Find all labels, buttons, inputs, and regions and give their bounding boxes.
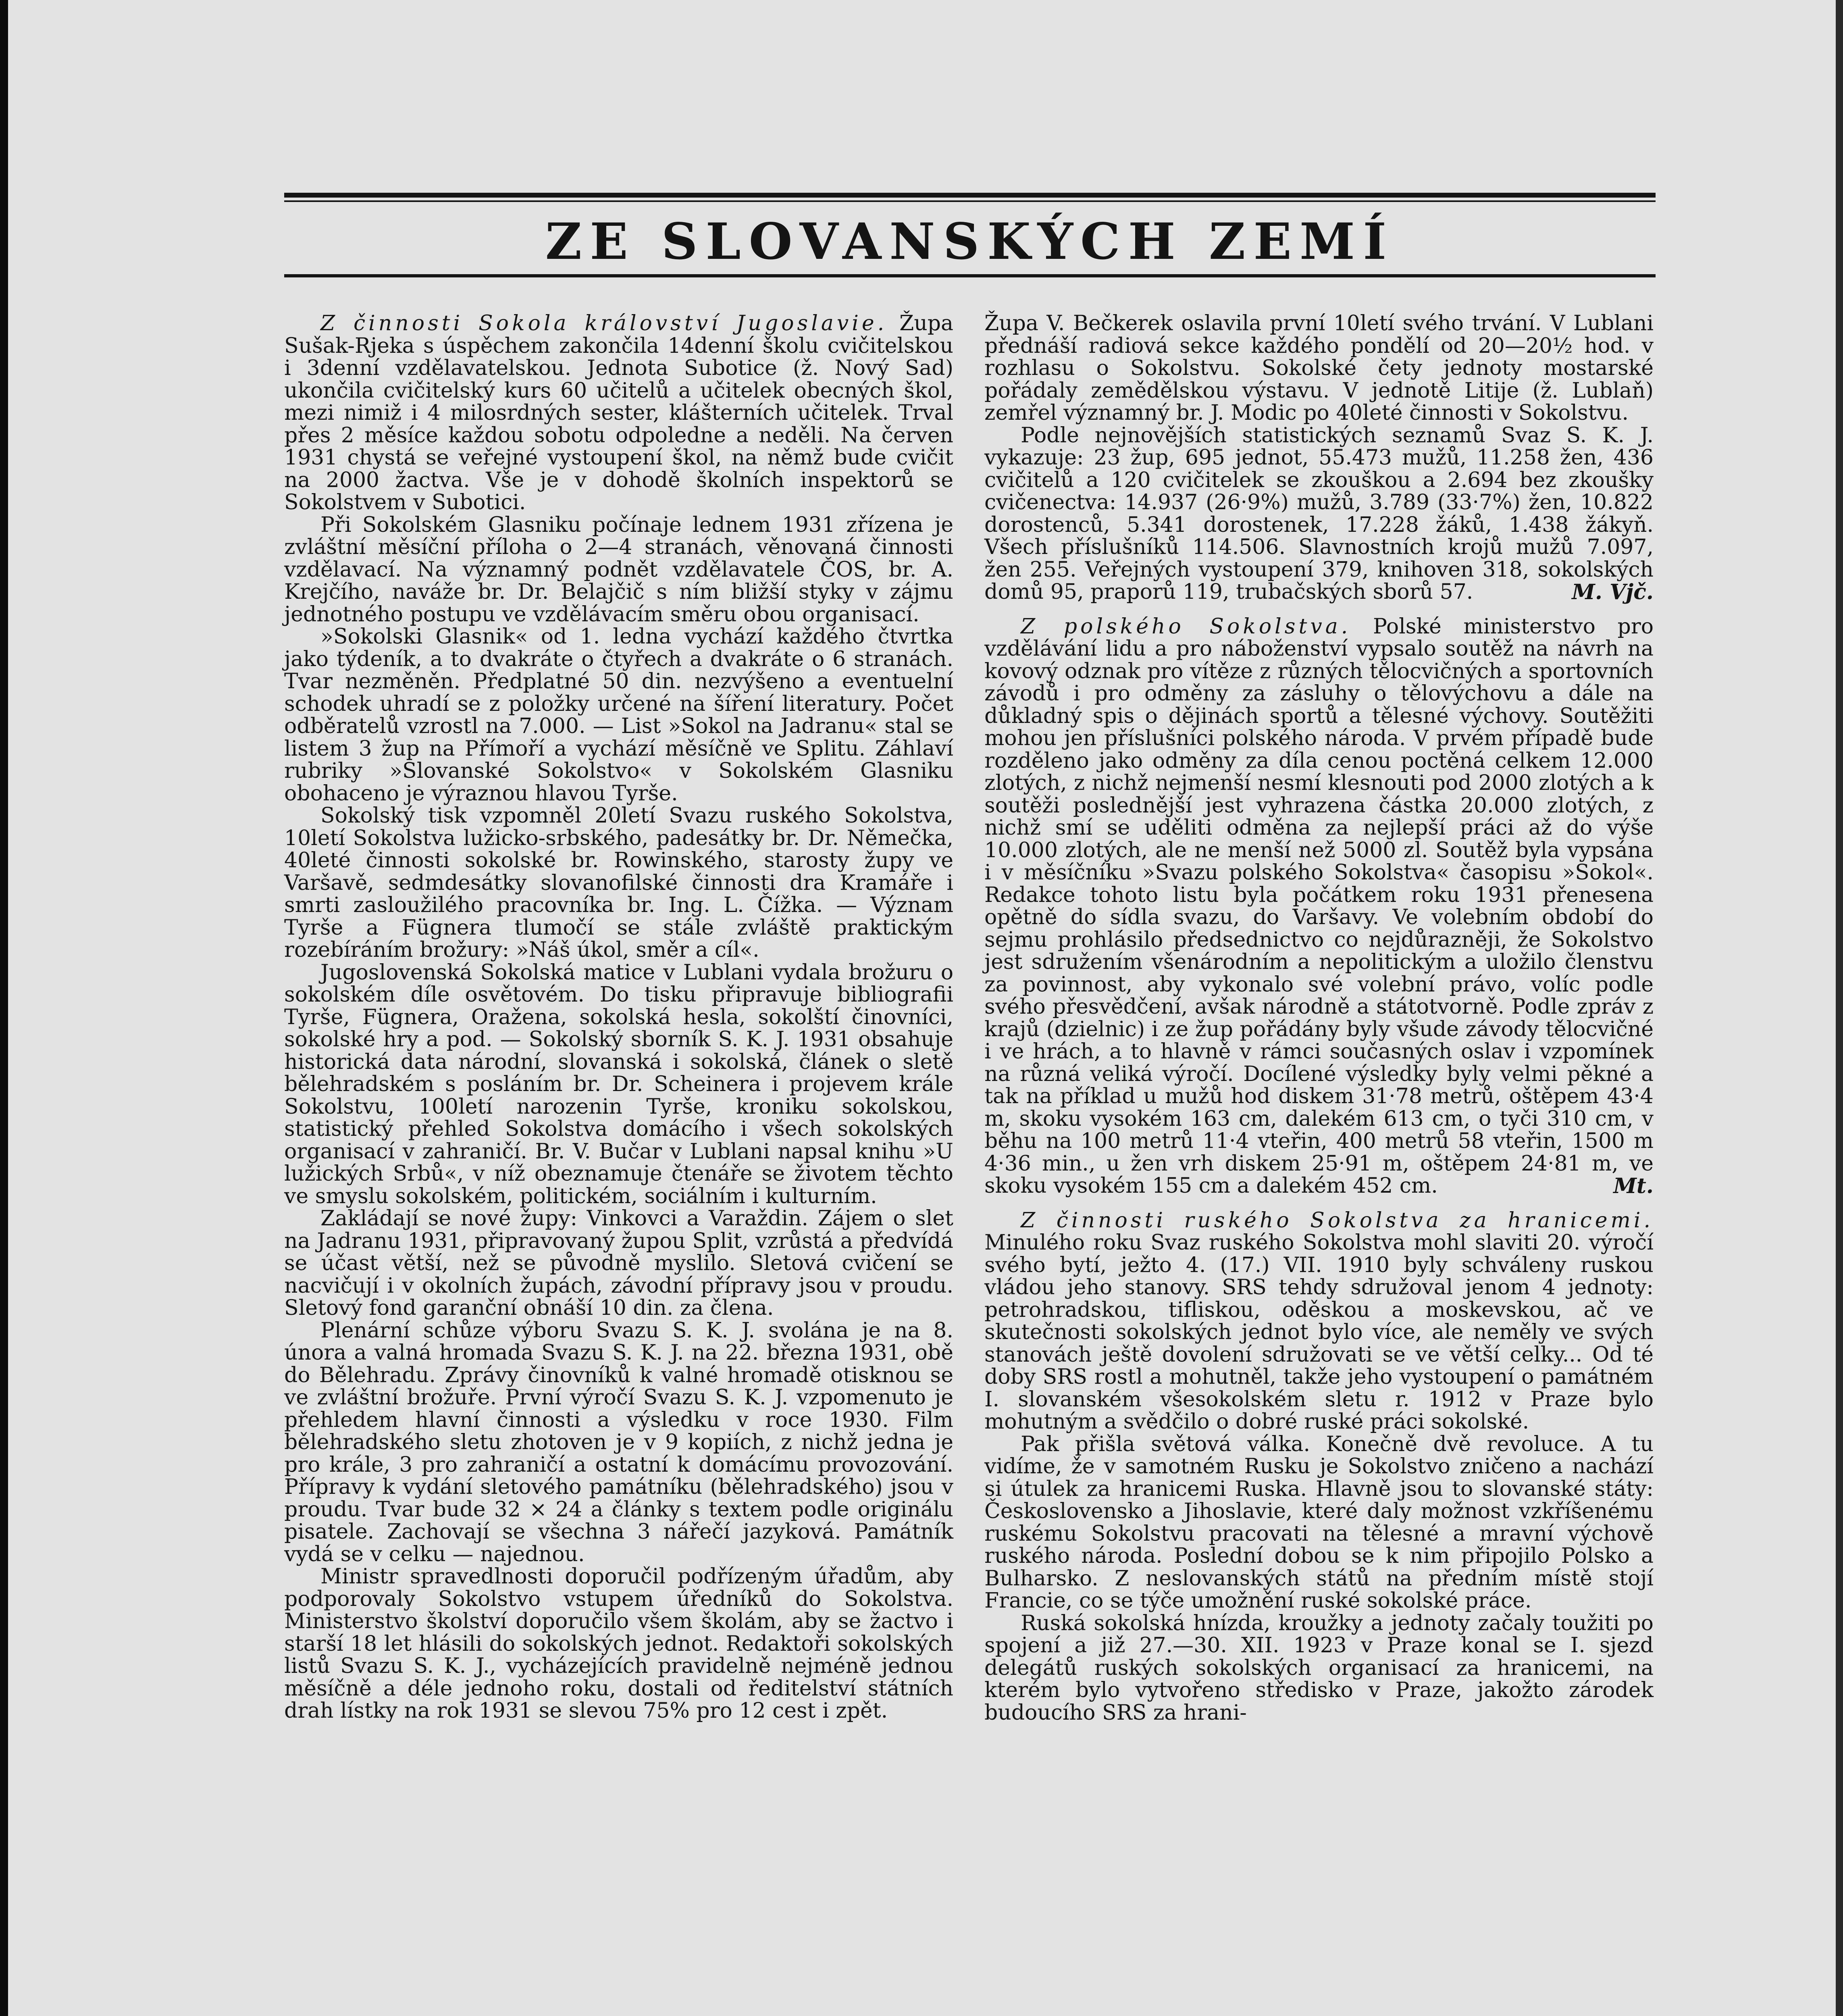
paragraph-text: Minulého roku Svaz ruského Sokolstva mohl slaviti 20. výročí svého bytí, ježto 4. (17.) VII. 1910 byly schváleny ruskou vládou jeho stanovy. SRS tehdy sdružoval jenom 4 jednoty: petrohradskou, tifliskou, oděskou a moskevskou, ač ve skutečnosti sokolských jednot bylo více, ale neměly ve svých stanovách ještě dovolení sdružovati se ve větší celky... Od té doby SRS rostl a mohutněl, takže jeho vystoupení o památném I. slovanském všesokolském sletu r. 1912 v Praze bylo mohutným a svědčilo o dobré ruské práci sokolské. — [984, 1231, 1654, 1434]
paragraph: Plenární schůze výboru Svazu S. K. J. svolána je na 8. února a valná hromada Svazu S. K. J. na 22. března 1931, obě do Bělehradu. Zprávy činovníků k valné hromadě otisknou se ve zvláštní brožuře. První výročí Svazu S. K. J. vzpomenuto je přehledem hlavní činnosti a výsledku v roce 1930. Film bělehradského sletu zhotoven je v 9 kopiích, z nichž jedna je pro krále, 3 pro zahraničí a ostatní k domácímu provozování. Přípravy k vydání sletového památníku (bělehradského) jsou v proudu. Tvar bude 32 × 24 a články s textem podle originálu pisatele. Zachovají se všechna 3 nářečí jazyková. Památník vydá se v celku — najednou. — [284, 1318, 953, 1566]
paragraph-statistics — [984, 425, 1654, 604]
right-column — [984, 312, 1654, 1724]
paragraph: Sokolský tisk vzpomněl 20letí Svazu ruského Sokolstva, 10letí Sokolstva lužicko-srbského, padesátky br. Dr. Němečka, 40leté činnosti sokolské br. Rowinského, starosty župy ve Varšavě, sedmdesátky slovanofilské činnosti dra Kramáře i smrti zasloužilého pracovníka br. Ing. L. Čížka. — Význam Tyrše a Fügnera tlumočí se stále zvláště praktickým rozebíráním brožury: »Náš úkol, směr a cíl«. — [284, 804, 953, 962]
paragraph: Při Sokolském Glasniku počínaje lednem 1931 zřízena je zvláštní měsíční příloha o 2—4 stranách, věnovaná činnosti vzdělavací. Na významný podnět vzdělavatele ČOS, br. A. Krejčího, naváže br. Dr. Belajčič s ním bližší styky v zájmu jednotného postupu ve vzdělávacím směru obou organisací. — [284, 512, 953, 627]
paragraph: Župa V. Bečkerek oslavila první 10letí svého trvání. V Lublani přednáší radiová sekce každého pondělí od 20—20½ hod. v rozhlasu o Sokolstvu. Sokolské čety jednoty mostarské pořádaly zemědělskou výstavu. V jednotě Litije (ž. Lublaň) zemřel významný br. J. Modic po 40leté činnosti v Sokolstvu. — [984, 311, 1654, 425]
header-rule-top — [284, 193, 1656, 198]
scan-edge-left — [0, 0, 8, 2016]
paragraph: »Sokolski Glasnik« od 1. ledna vychází každého čtvrtka jako týdeník, a to dvakráte o čtyřech a dvakráte o 6 stranách. Tvar nezměněn. Předplatné 50 din. nezvýšeno a eventuelní schodek uhradí se z položky určené na šíření literatury. Počet odběratelů vzrostl na 7.000. — List »Sokol na Jadranu« stal se listem 3 žup na Přímoří a vychází měsíčně ve Splitu. Záhlaví rubriky »Slovanské Sokolstvo« v Sokolském Glasniku obohaceno je výraznou hlavou Tyrše. — [284, 625, 953, 806]
paragraph: Pak přišla světová válka. Konečně dvě revoluce. A tu vidíme, že v samotném Rusku je Sokolstvo zničeno a nachází si útulek za hranicemi Ruska. Hlavně jsou to slovanské státy: Československo a Jihoslavie, které daly možnost vzkříšenému ruskému Sokolstvu pracovati na tělesné a mravní výchově ruského národa. Poslední dobou se k nim připojilo Polsko a Bulharsko. Z neslovanských států na předním místě stojí Francie, co se týče umožnění ruské sokolské práce. — [984, 1432, 1654, 1613]
article-lead: Z polského Sokolstva. — [1021, 614, 1351, 639]
paragraph: Jugoslovenská Sokolská matice v Lublani vydala brožuru o sokolském díle osvětovém. Do tisku připravuje bibliografii Tyrše, Fügnera, Oražena, sokolská hesla, sokolští činovníci, sokolské hry a pod. — Sokolský sborník S. K. J. 1931 obsahuje historická data národní, slovanská i sokolská, článek o sletě bělehradském s posláním br. Dr. Scheinera i projevem krále Sokolstvu, 100letí narozenin Tyrše, kroniku sokolskou, statistický přehled Sokolstva domácího i všech sokolských organisací v zahraničí. Br. V. Bučar v Lublani napsal knihu »U lužických Srbů«, v níž obeznamuje čtenáře se životem těchto ve smyslu sokolském, politickém, sociálním i kulturním. — [284, 960, 953, 1208]
article-lead: Z činnosti Sokola království Jugoslavie. — [320, 311, 888, 335]
page-title: ZE SLOVANSKÝCH ZEMÍ — [545, 212, 1395, 271]
article-russian — [984, 1210, 1654, 1433]
scan-edge-right — [1836, 0, 1843, 2016]
paragraph: Ministr spravedlnosti doporučil podřízeným úřadům, aby podporovaly Sokolstvo vstupem úředníků do Sokolstva. Ministerstvo školství doporučilo všem školám, aby se žactvo i starší 18 let hlásili do sokolských jednot. Redaktoři sokolských listů Svazu S. K. J., vycházejících pravidelně nejméně jednou měsíčně a déle jednoho roku, dostali od ředitelství státních drah lístky na rok 1931 se slevou 75% pro 12 cest i zpět. — [284, 1564, 953, 1723]
paragraph-text: Polské ministerstvo pro vzdělávání lidu a pro náboženství vypsalo soutěž na návrh na kovový odznak pro vítěze z různých tělocvičných a sportovních závodů i pro odměny za zásluhy o tělovýchovu a dále na důkladný spis o dějinách sportů a tělesné výchovy. Soutěžiti mohou jen příslušníci polského národa. V prvém případě bude rozděleno jako odměny za díla cenou poctěná celkem 12.000 zlotých, z nichž nejmenší nesmí klesnouti pod 2000 zlotých a k soutěži poslednější jest vyhrazena částka 20.000 zlotých, z nichž smí se uděliti odměna za nejlepší práci až do výše 10.000 zlotých, ale ne menší než 5000 zl. Soutěž byla vypsána i v měsíčníku »Svazu polského Sokolstva« časopisu »Sokol«. Redakce tohoto listu byla počátkem roku 1931 přenesena opětně do sídla svazu, do Varšavy. Ve volebním období do sejmu prohlásilo předsednictvo co nejdůrazněji, že Sokolstvo jest sdružením všenárodním a nepolitickým a uložilo členstvu za povinnost, aby vykonalo své volební právo, volíc podle svého přesvědčení, avšak národně a státotvorně. Podle zpráv z krajů (dzielnic) i ze žup pořádány byly všude závody tělocvičné i ve hrách, a to hlavně v rámci současných oslav i vzpomínek na různá veliká výročí. Docílené výsledky byly velmi pěkné a tak na příklad u mužů hod diskem 31·78 metrů, oštěpem 43·4 m, skoku vysokém 163 cm, dalekém 613 cm, o tyči 310 cm, v běhu na 100 metrů 11·4 vteřin, 400 metrů 58 vteřin, 1500 m 4·36 min., u žen vrh diskem 25·91 m, oštěpem 24·81 m, ve skoku vysokém 155 cm a dalekém 452 cm. — [984, 614, 1654, 1198]
article-lead: Z činnosti ruského Sokolstva za hranicemi. — [1021, 1208, 1654, 1233]
author-signature: M. Vjč. — [1572, 580, 1654, 604]
article-polish — [984, 616, 1654, 1198]
header-rule-bottom — [284, 274, 1656, 277]
header-rule-top-thin — [284, 200, 1656, 202]
left-column — [284, 312, 953, 1722]
paragraph: Zakládají se nové župy: Vinkovci a Varaždin. Zájem o slet na Jadranu 1931, připravovaný župou Split, vzrůstá a předvídá se účast větší, než se původně myslilo. Sletová cvičení se nacvičují i v okolních župách, závodní přípravy jsou v proudu. Sletový fond garanční obnáší 10 din. za člena. — [284, 1206, 953, 1320]
paragraph: Ruská sokolská hnízda, kroužky a jednoty začaly toužiti po spojení a již 27.—30. XII. 1923 v Praze konal se I. sjezd delegátů ruských sokolských organisací za hranicemi, na kterém bylo vytvořeno středisko v Praze, jakožto zárodek budoucího SRS za hrani- — [984, 1611, 1654, 1725]
author-signature: Mt. — [1613, 1174, 1654, 1198]
article-yugoslavia — [284, 312, 953, 514]
paragraph-text: Župa Sušak-Rjeka s úspěchem zakončila 14denní školu cvičitelskou i 3denní vzdělavatelskou. Jednota Subotice (ž. Nový Sad) ukončila cvičitelský kurs 60 učitelů a učitelek obecných škol, mezi nimiž i 4 milosrdných sester, klášterních učitelek. Trval přes 2 měsíce každou sobotu odpoledne a neděli. Na červen 1931 chystá se veřejné vystoupení škol, na němž bude cvičit na 2000 žactva. Vše je v dohodě školních inspektorů se Sokolstvem v Subotici. — [284, 311, 954, 514]
paragraph-text: Podle nejnovějších statistických seznamů Svaz S. K. J. vykazuje: 23 žup, 695 jednot, 55.473 mužů, 11.258 žen, 436 cvičitelů a 120 cvičitelek se zkouškou a 2.694 bez zkoušky cvičenectva: 14.937 (26·9%) mužů, 3.789 (33·7%) žen, 10.822 dorostenců, 5.341 dorostenek, 17.228 žáků, 1.438 žákyň. Všech příslušníků 114.506. Slavnostních krojů mužů 7.097, žen 255. Veřejných vystoupení 379, knihoven 318, sokolských domů 95, praporů 119, trubačských sborů 57. — [984, 423, 1654, 604]
